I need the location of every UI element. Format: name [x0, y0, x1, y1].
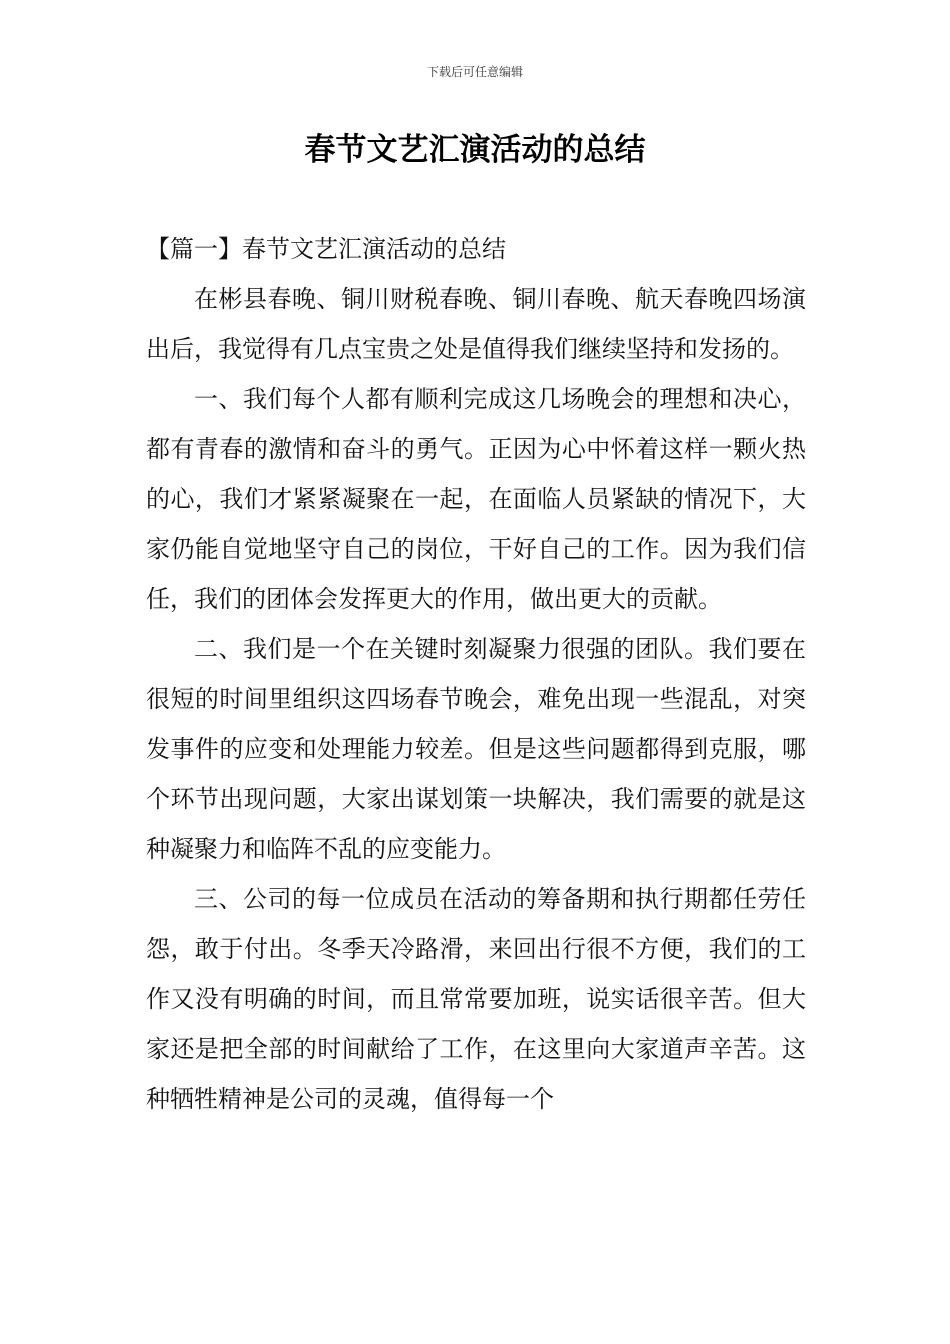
section-heading: 【篇一】春节文艺汇演活动的总结	[146, 235, 506, 263]
paragraph-point-2: 二、我们是一个在关键时刻凝聚力很强的团队。我们要在很短的时间里组织这四场春节晚会，难免出现一些混乱，对突发事件的应变和处理能力较差。但是这些问题都得到克服，哪个环节出现问题，大家出谋划策一块解决，我们需要的就是这种凝聚力和临阵不乱的应变能力。	[146, 635, 806, 863]
document-title: 春节文艺汇演活动的总结	[304, 132, 646, 168]
header-note: 下载后可任意编辑	[426, 65, 523, 79]
paragraph-point-1: 一、我们每个人都有顺利完成这几场晚会的理想和决心，都有青春的激情和奋斗的勇气。正因为心中怀着这样一颗火热的心，我们才紧紧凝聚在一起，在面临人员紧缺的情况下，大家仍能自觉地坚守自己的岗位，干好自己的工作。因为我们信任，我们的团体会发挥更大的作用，做出更大的贡献。	[146, 385, 806, 613]
document-body	[146, 224, 806, 1124]
paragraph-point-3: 三、公司的每一位成员在活动的筹备期和执行期都任劳任怨，敢于付出。冬季天冷路滑，来回出行很不方便，我们的工作又没有明确的时间，而且常常要加班，说实话很辛苦。但大家还是把全部的时间献给了工作，在这里向大家道声辛苦。这种牺牲精神是公司的灵魂，值得每一个	[146, 885, 806, 1113]
paragraph-intro: 在彬县春晚、铜川财税春晚、铜川春晚、航天春晚四场演出后，我觉得有几点宝贵之处是值得我们继续坚持和发扬的。	[146, 285, 806, 363]
